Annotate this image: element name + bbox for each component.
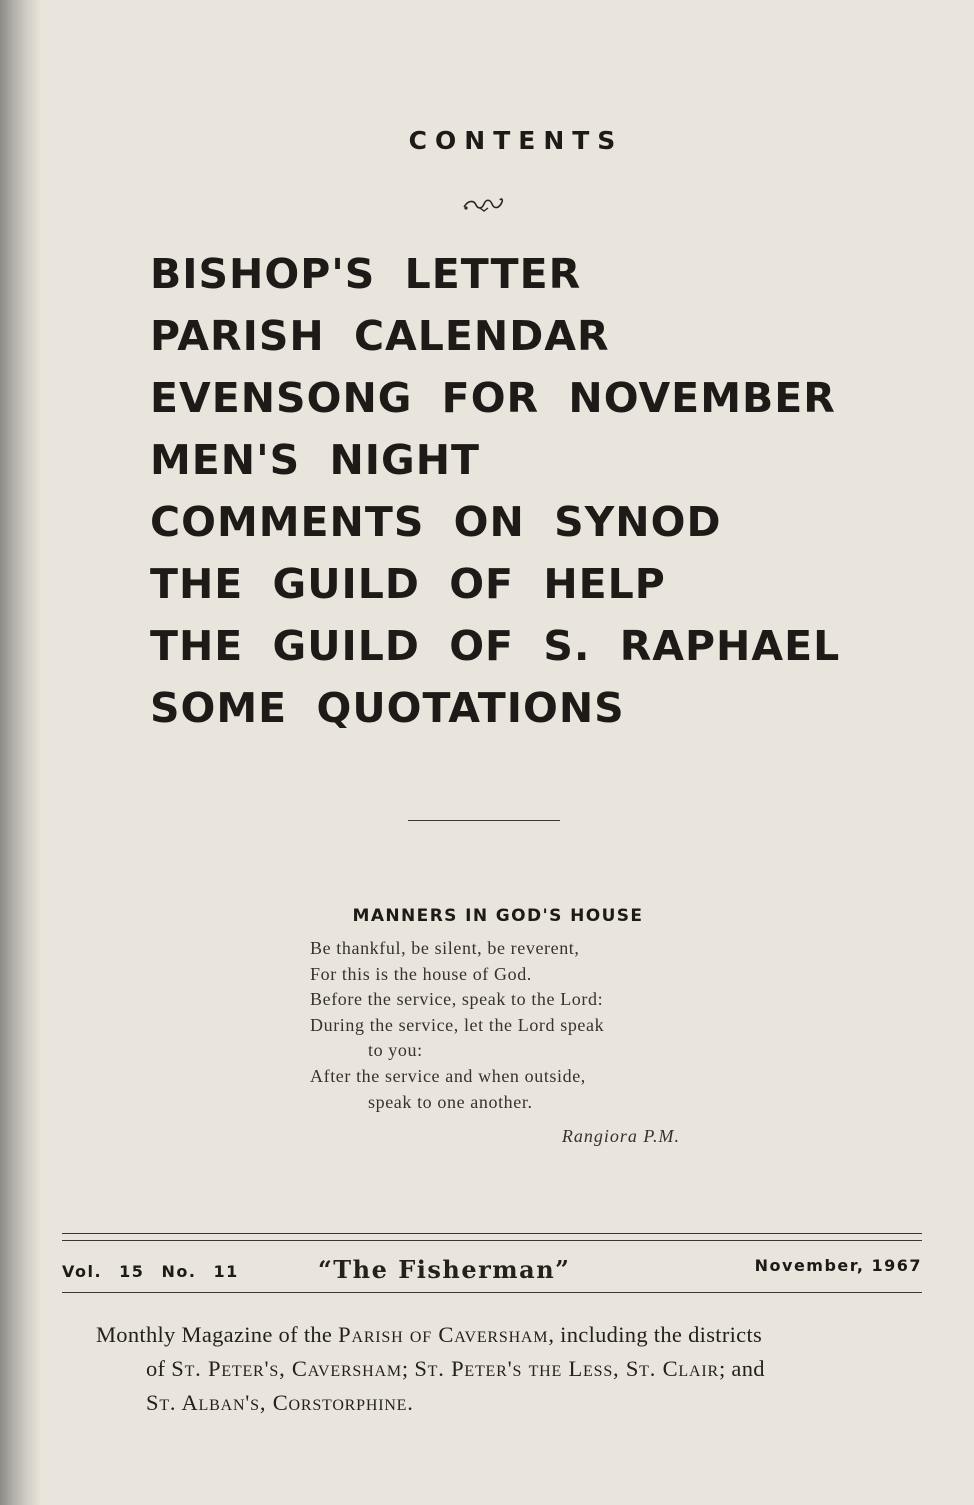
toc-item: EVENSONG FOR NOVEMBER [150, 374, 836, 422]
district-name: St. Alban's, Corstorphine [146, 1390, 408, 1415]
poem-block [310, 906, 680, 1147]
section-divider [408, 820, 560, 821]
contents-page [40, 0, 974, 1505]
masthead-rule [62, 1292, 922, 1293]
magazine-description [96, 1318, 896, 1420]
toc-item: MEN'S NIGHT [150, 436, 480, 484]
ornament-flourish-icon [462, 196, 506, 214]
poem-line: speak to one another. [368, 1091, 533, 1112]
blurb-text: Monthly Magazine of the [96, 1322, 339, 1347]
poem-line: Before the service, speak to the Lord: [310, 989, 604, 1009]
table-of-contents [150, 250, 840, 746]
masthead [62, 1252, 922, 1288]
poem-line: to you: [368, 1040, 423, 1060]
poem-line: During the service, let the Lord speak [310, 1014, 605, 1035]
book-spine-shadow [0, 0, 40, 1505]
toc-item: COMMENTS ON SYNOD [150, 498, 722, 546]
volume-number: Vol. 15 No. 11 [62, 1262, 239, 1281]
toc-item: THE GUILD OF S. RAPHAEL [150, 622, 841, 670]
issue-date: November, 1967 [754, 1256, 922, 1275]
parish-name: Parish of Caversham [338, 1322, 549, 1347]
magazine-title: “The Fisherman” [318, 1255, 571, 1284]
blurb-line [96, 1386, 896, 1420]
district-name: St. Peter's the Less, St. Clair [414, 1356, 719, 1381]
poem-attribution: Rangiora P.M. [561, 1125, 680, 1146]
poem-lines [310, 936, 680, 1114]
poem-line: After the service and when outside, [310, 1066, 586, 1086]
masthead-double-rule [62, 1233, 922, 1241]
poem-title: MANNERS IN GOD'S HOUSE [352, 906, 644, 926]
toc-item: PARISH CALENDAR [150, 312, 610, 360]
toc-item: BISHOP'S LETTER [150, 250, 582, 298]
toc-item: SOME QUOTATIONS [150, 684, 625, 732]
poem-line: Be thankful, be silent, be reverent, [310, 938, 580, 958]
contents-heading: CONTENTS [408, 126, 624, 155]
blurb-text: . [407, 1390, 414, 1415]
blurb-text: ; and [718, 1356, 765, 1381]
blurb-text: , including the districts [548, 1322, 763, 1347]
blurb-line [96, 1352, 896, 1386]
blurb-text: ; [401, 1356, 415, 1381]
poem-line: For this is the house of God. [310, 963, 532, 984]
blurb-text: of [146, 1356, 172, 1381]
district-name: St. Peter's, Caversham [171, 1356, 402, 1381]
toc-item: THE GUILD OF HELP [150, 560, 666, 608]
